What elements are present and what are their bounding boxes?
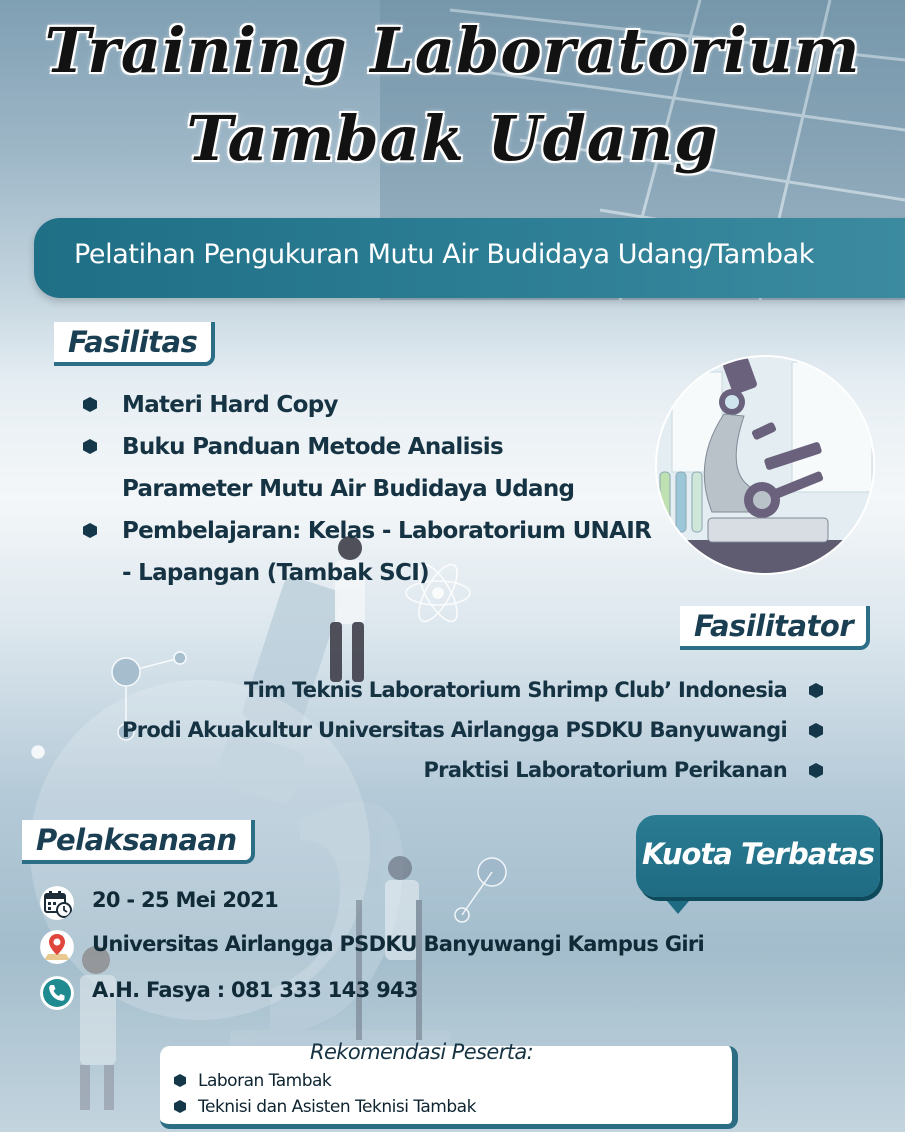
bullet-icon — [83, 523, 97, 538]
schedule-contact: A.H. Fasya : 081 333 143 943 — [92, 978, 418, 1002]
facility-item-line: Buku Panduan Metode Analisis — [122, 434, 503, 460]
facility-item-line: Materi Hard Copy — [122, 392, 338, 418]
facilitator-item — [122, 670, 823, 710]
recommendation-item — [174, 1094, 476, 1120]
bullet-icon — [83, 397, 97, 412]
recommendation-item-text: Teknisi dan Asisten Teknisi Tambak — [198, 1097, 476, 1117]
facilitator-item-text: Prodi Akuakultur Universitas Airlangga PSDKU Banyuwangi — [122, 718, 787, 742]
recommendation-list — [174, 1068, 476, 1120]
facility-item — [80, 384, 651, 426]
title-line-2: Tambak Udang — [186, 102, 719, 175]
recommendation-box — [160, 1040, 738, 1129]
facilities-list — [80, 384, 651, 594]
quota-callout — [636, 815, 880, 897]
facilitator-item — [122, 710, 823, 750]
bullet-icon — [174, 1074, 186, 1087]
facilities-heading: Fasilitas — [54, 322, 215, 366]
bullet-icon — [174, 1100, 186, 1113]
title-line-1: Training Laboratorium — [44, 14, 861, 87]
facility-item-line: Pembelajaran: Kelas - Laboratorium UNAIR — [122, 518, 652, 544]
facilitator-list — [122, 670, 823, 790]
facilitator-item — [122, 750, 823, 790]
bullet-icon — [83, 439, 97, 454]
phone-icon — [40, 976, 74, 1010]
schedule-date: 20 - 25 Mei 2021 — [92, 888, 278, 912]
facility-item — [80, 510, 651, 594]
recommendation-item — [174, 1068, 476, 1094]
bullet-icon — [809, 683, 823, 698]
facility-item-line: - Lapangan (Tambak SCI) — [122, 560, 429, 586]
bullet-icon — [809, 723, 823, 738]
subtitle-text: Pelatihan Pengukuran Mutu Air Budidaya Udang/Tambak — [74, 239, 814, 270]
quota-text: Kuota Terbatas — [641, 837, 875, 871]
location-pin-icon — [40, 930, 74, 964]
facilitator-item-text: Tim Teknis Laboratorium Shrimp Club’ Indonesia — [244, 678, 787, 702]
bullet-icon — [809, 763, 823, 778]
facilitator-item-text: Praktisi Laboratorium Perikanan — [423, 758, 787, 782]
calendar-icon — [40, 886, 74, 920]
facility-item-line: Parameter Mutu Air Budidaya Udang — [122, 476, 575, 502]
facilitator-heading: Fasilitator — [680, 606, 870, 650]
recommendation-item-text: Laboran Tambak — [198, 1071, 332, 1091]
schedule-venue: Universitas Airlangga PSDKU Banyuwangi Kampus Giri — [92, 932, 705, 956]
subtitle-banner — [34, 218, 905, 298]
microscope-icon — [652, 352, 878, 578]
facility-item — [80, 426, 651, 510]
recommendation-title: Rekomendasi Peserta: — [310, 1040, 534, 1064]
schedule-heading: Pelaksanaan — [22, 820, 255, 864]
